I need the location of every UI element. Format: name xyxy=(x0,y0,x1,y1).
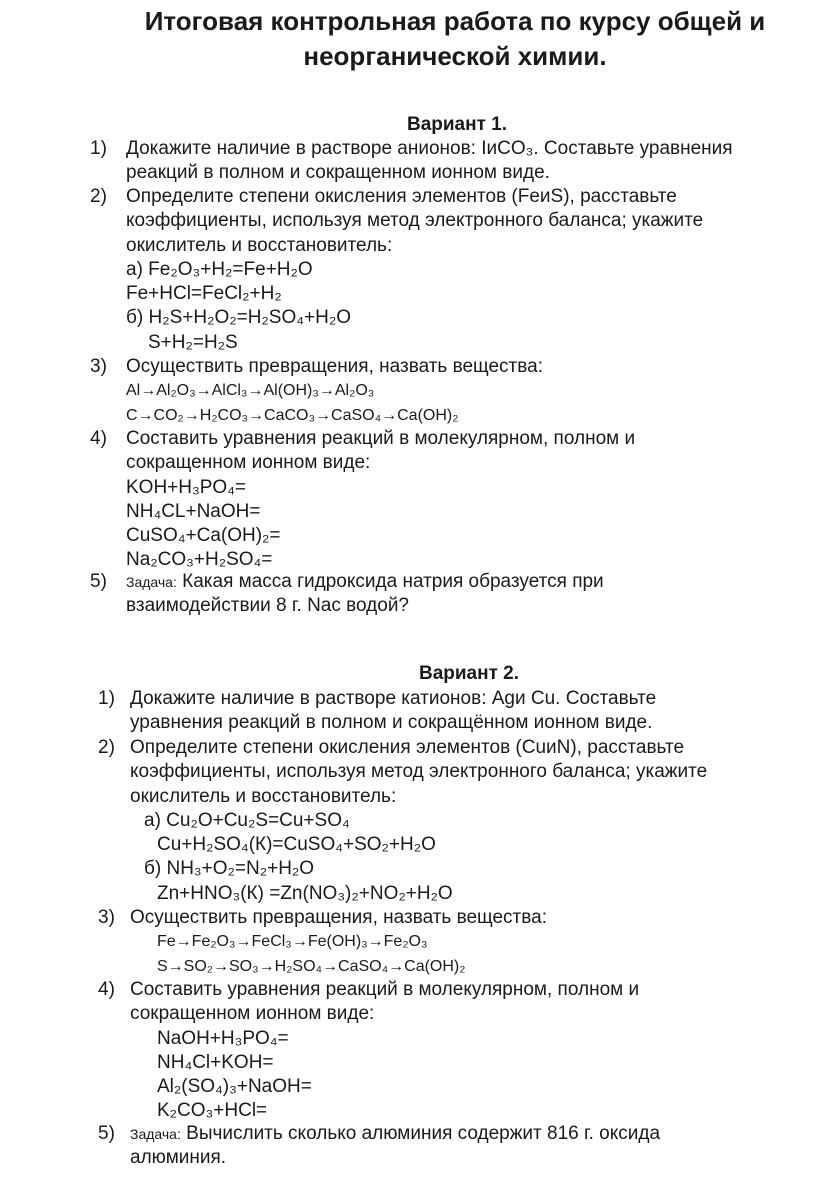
equation: Al₂(SO₄)₃+NaOH= xyxy=(157,1076,312,1098)
task-number: 4) xyxy=(98,979,115,1000)
task-line: реакций в полном и сокращенном ионном виде. xyxy=(126,162,550,184)
task-line: Докажите наличие в растворе анионов: IиCO₃. Составьте уравнения xyxy=(126,138,733,159)
equation: NaOH+H₃PO₄= xyxy=(157,1027,289,1049)
equation: а) Fe₂O₃+H₂=Fe+H₂O xyxy=(126,258,313,280)
task-number: 5) xyxy=(98,1123,115,1144)
task-line: уравнения реакций в полном и сокращённом ионном виде. xyxy=(130,712,653,734)
task-line: сокращенном ионном виде: xyxy=(126,452,371,474)
equation: Zn+HNO₃(К) =Zn(NO₃)₂+NO₂+H₂O xyxy=(157,882,453,904)
task-number: 1) xyxy=(98,688,115,709)
equation: NH₄CL+NaOH= xyxy=(126,500,261,522)
equation: Cu+H₂SO₄(К)=CuSO₄+SO₂+H₂O xyxy=(157,834,436,856)
task-line: Определите степени окисления элементов (FeиS), расставьте xyxy=(126,186,677,207)
task-line: алюминия. xyxy=(130,1147,227,1169)
task-line: окислитель и восстановитель: xyxy=(126,234,393,256)
title-line-1: Итоговая контрольная работа по курсу общей и xyxy=(144,6,766,36)
task-label: Задача: xyxy=(126,574,177,590)
equation: KOH+H₃PO₄= xyxy=(126,476,247,498)
task-line: Осуществить превращения, назвать вещества: xyxy=(126,356,543,377)
variant-1-heading: Вариант 1. xyxy=(406,114,508,135)
task-line: коэффициенты, используя метод электронного баланса; укажите xyxy=(126,210,704,232)
transformation-chain: C→CO₂→H₂CO₃→CaCO₃→CaSO₄→Ca(OH)₂ xyxy=(126,406,459,424)
task-line: Составить уравнения реакций в молекулярном, полном и xyxy=(130,979,640,1000)
equation: Na₂CO₃+H₂SO₄= xyxy=(126,549,273,571)
transformation-chain: Fe→Fe₂O₃→FeCl₃→Fe(OH)₃→Fe₂O₃ xyxy=(157,933,428,951)
transformation-chain: S→SO₂→SO₃→H₂SO₄→CaSO₄→Ca(OH)₂ xyxy=(157,957,466,975)
equation: K₂CO₃+HCl= xyxy=(157,1100,268,1122)
task-line: Определите степени окисления элементов (CuиN), расставьте xyxy=(130,737,685,758)
task-line: Вычислить сколько алюминия содержит 816 г. оксида xyxy=(186,1123,661,1144)
task-line: Осуществить превращения, назвать вещества: xyxy=(130,907,547,928)
task-number: 5) xyxy=(90,571,107,592)
task-line: окислитель и восстановитель: xyxy=(130,785,397,807)
task-label: Задача: xyxy=(130,1126,181,1142)
equation: б) NH₃+O₂=N₂+H₂O xyxy=(144,858,315,880)
equation: CuSO₄+Ca(OH)₂= xyxy=(126,525,281,547)
title-line-2: неорганической химии. xyxy=(303,41,607,71)
variant-2-heading: Вариант 2. xyxy=(418,663,520,684)
task-line: Какая масса гидроксида натрия образуется при xyxy=(182,571,604,592)
document-title xyxy=(60,4,816,74)
transformation-chain: Al→Al₂O₃→AlCl₃→Al(OH)₃→Al₂O₃ xyxy=(126,382,375,400)
task-line: Составить уравнения реакций в молекулярном, полном и xyxy=(126,428,636,449)
equation: б) H₂S+H₂O₂=H₂SO₄+H₂O xyxy=(126,307,351,329)
task-line: сокращенном ионном виде: xyxy=(130,1003,375,1025)
task-number: 1) xyxy=(90,138,107,159)
task-number: 3) xyxy=(98,907,115,928)
task-line: Докажите наличие в растворе катионов: Agи Cu. Составьте xyxy=(130,688,657,709)
task-number: 4) xyxy=(90,428,107,449)
equation: а) Cu₂O+Cu₂S=Cu+SO₄ xyxy=(144,809,350,831)
task-number: 3) xyxy=(90,356,107,377)
equation: Fe+HCl=FeCl₂+H₂ xyxy=(126,283,282,305)
equation: S+H₂=H₂S xyxy=(148,331,238,353)
task-line: взаимодействии 8 г. Nac водой? xyxy=(126,595,409,617)
task-line: коэффициенты, используя метод электронного баланса; укажите xyxy=(130,761,708,783)
task-number: 2) xyxy=(98,737,115,758)
task-number: 2) xyxy=(90,186,107,207)
equation: NH₄Cl+KOH= xyxy=(157,1051,274,1073)
